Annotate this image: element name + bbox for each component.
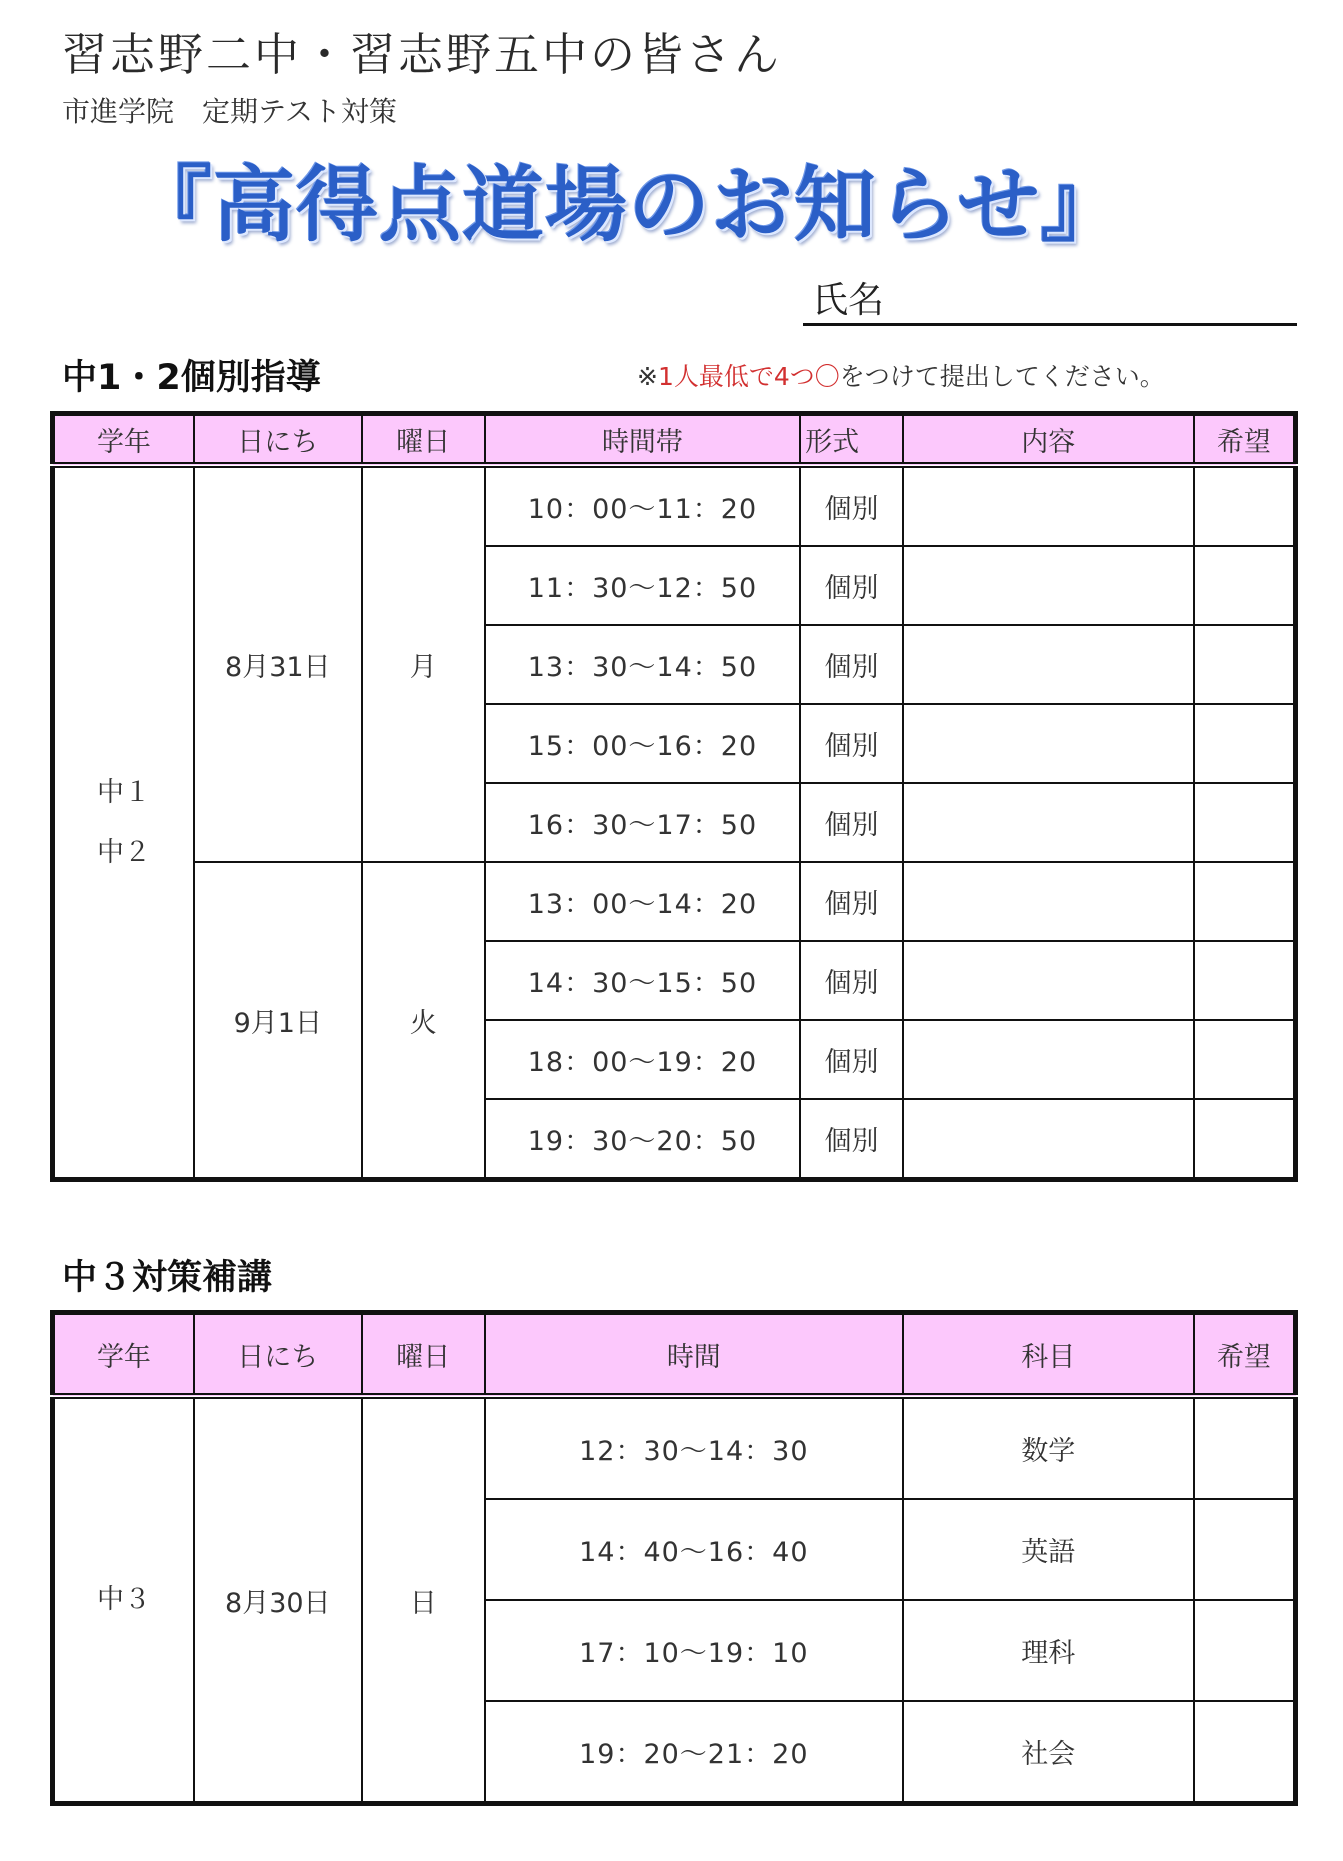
request-cell[interactable] bbox=[1194, 1499, 1296, 1600]
grade3-schedule-table bbox=[50, 1310, 1298, 1806]
col-header-timeslot: 時間帯 bbox=[485, 414, 800, 466]
request-cell[interactable] bbox=[1194, 783, 1296, 862]
time-cell: 15：00～16：20 bbox=[485, 704, 800, 783]
format-cell: 個別 bbox=[800, 465, 903, 546]
time-cell: 16：30～17：50 bbox=[485, 783, 800, 862]
format-cell: 個別 bbox=[800, 546, 903, 625]
main-title: 『高得点道場のお知らせ』 bbox=[130, 158, 1124, 253]
request-cell[interactable] bbox=[1194, 546, 1296, 625]
format-cell: 個別 bbox=[800, 704, 903, 783]
time-cell: 19：20～21：20 bbox=[485, 1701, 903, 1804]
subject-cell: 社会 bbox=[903, 1701, 1194, 1804]
request-cell[interactable] bbox=[1194, 1600, 1296, 1701]
format-cell: 個別 bbox=[800, 783, 903, 862]
table-row bbox=[53, 862, 1296, 941]
time-cell: 10：00～11：20 bbox=[485, 465, 800, 546]
col-header-content: 内容 bbox=[903, 414, 1194, 466]
col-header-date: 日にち bbox=[194, 414, 362, 466]
section2-title: 中３対策補講 bbox=[62, 1258, 273, 1298]
time-cell: 17：10～19：10 bbox=[485, 1600, 903, 1701]
date-cell: 8月30日 bbox=[194, 1396, 362, 1804]
weekday-cell: 日 bbox=[362, 1396, 485, 1804]
subject-cell: 理科 bbox=[903, 1600, 1194, 1701]
content-cell[interactable] bbox=[903, 783, 1194, 862]
content-cell[interactable] bbox=[903, 625, 1194, 704]
format-cell: 個別 bbox=[800, 1099, 903, 1180]
format-cell: 個別 bbox=[800, 625, 903, 704]
format-cell: 個別 bbox=[800, 1020, 903, 1099]
col-header-request: 希望 bbox=[1194, 414, 1296, 466]
content-cell[interactable] bbox=[903, 546, 1194, 625]
time-cell: 13：30～14：50 bbox=[485, 625, 800, 704]
date-cell: 8月31日 bbox=[194, 465, 362, 862]
name-field[interactable] bbox=[803, 323, 1297, 326]
time-cell: 14：40～16：40 bbox=[485, 1499, 903, 1600]
table-row bbox=[53, 1396, 1296, 1499]
col-header-grade: 学年 bbox=[53, 414, 194, 466]
time-cell: 18：00～19：20 bbox=[485, 1020, 800, 1099]
request-cell[interactable] bbox=[1194, 1099, 1296, 1180]
time-cell: 19：30～20：50 bbox=[485, 1099, 800, 1180]
subject-cell: 数学 bbox=[903, 1396, 1194, 1499]
format-cell: 個別 bbox=[800, 941, 903, 1020]
request-cell[interactable] bbox=[1194, 704, 1296, 783]
date-cell: 9月1日 bbox=[194, 862, 362, 1180]
section1-title: 中1・2個別指導 bbox=[62, 358, 321, 398]
content-cell[interactable] bbox=[903, 704, 1194, 783]
request-cell[interactable] bbox=[1194, 1701, 1296, 1804]
grade-line: 中１ bbox=[96, 776, 151, 808]
col-header-request: 希望 bbox=[1194, 1313, 1296, 1397]
individual-schedule-table bbox=[50, 411, 1298, 1182]
time-cell: 11：30～12：50 bbox=[485, 546, 800, 625]
request-cell[interactable] bbox=[1194, 1396, 1296, 1499]
content-cell[interactable] bbox=[903, 862, 1194, 941]
content-cell[interactable] bbox=[903, 941, 1194, 1020]
weekday-cell: 火 bbox=[362, 862, 485, 1180]
page-heading: 習志野二中・習志野五中の皆さん bbox=[62, 28, 783, 81]
col-header-grade: 学年 bbox=[53, 1313, 194, 1397]
col-header-time: 時間 bbox=[485, 1313, 903, 1397]
content-cell[interactable] bbox=[903, 465, 1194, 546]
instruction-note bbox=[637, 357, 1165, 393]
grade-cell: 中３ bbox=[53, 1396, 194, 1804]
col-header-format: 形式 bbox=[800, 414, 903, 466]
request-cell[interactable] bbox=[1194, 941, 1296, 1020]
request-cell[interactable] bbox=[1194, 1020, 1296, 1099]
table-header-row bbox=[53, 414, 1296, 466]
name-label: 氏名 bbox=[812, 280, 885, 321]
request-cell[interactable] bbox=[1194, 862, 1296, 941]
col-header-subject: 科目 bbox=[903, 1313, 1194, 1397]
subject-cell: 英語 bbox=[903, 1499, 1194, 1600]
col-header-weekday: 曜日 bbox=[362, 414, 485, 466]
col-header-weekday: 曜日 bbox=[362, 1313, 485, 1397]
content-cell[interactable] bbox=[903, 1099, 1194, 1180]
request-cell[interactable] bbox=[1194, 625, 1296, 704]
grade-cell bbox=[53, 465, 194, 1180]
request-cell[interactable] bbox=[1194, 465, 1296, 546]
time-cell: 13：00～14：20 bbox=[485, 862, 800, 941]
time-cell: 12：30～14：30 bbox=[485, 1396, 903, 1499]
page-subheading: 市進学院 定期テスト対策 bbox=[62, 95, 397, 128]
content-cell[interactable] bbox=[903, 1020, 1194, 1099]
note-emphasis: 1人最低で4つ〇 bbox=[657, 362, 840, 391]
note-prefix: ※ bbox=[637, 362, 658, 391]
weekday-cell: 月 bbox=[362, 465, 485, 862]
format-cell: 個別 bbox=[800, 862, 903, 941]
time-cell: 14：30～15：50 bbox=[485, 941, 800, 1020]
table-header-row bbox=[53, 1313, 1296, 1397]
col-header-date: 日にち bbox=[194, 1313, 362, 1397]
grade-line: 中２ bbox=[96, 836, 151, 868]
note-suffix: をつけて提出してください。 bbox=[839, 362, 1165, 391]
table-row bbox=[53, 465, 1296, 546]
